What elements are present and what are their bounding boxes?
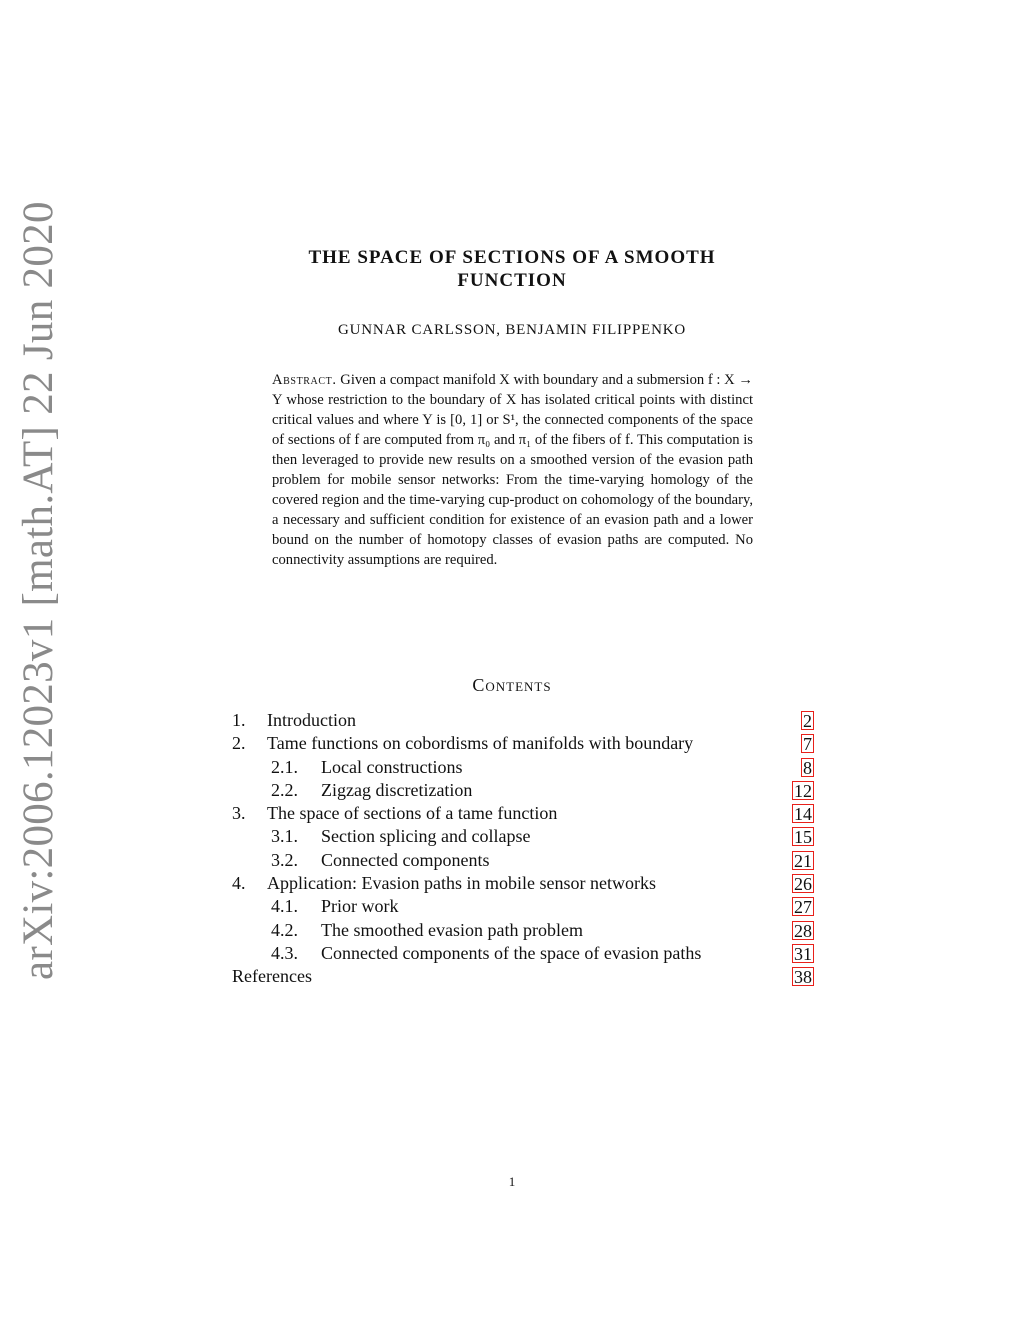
toc-page-link[interactable]: 7 bbox=[803, 734, 812, 755]
toc-page-link[interactable]: 8 bbox=[803, 757, 812, 778]
toc-page-link[interactable]: 31 bbox=[794, 943, 812, 964]
toc-entry-number: 3. bbox=[232, 803, 246, 824]
toc-entry-number: 4.3. bbox=[271, 942, 298, 963]
page-number: 1 bbox=[508, 1174, 516, 1189]
toc-entry[interactable] bbox=[232, 895, 816, 918]
toc-entry-number: 4. bbox=[232, 873, 246, 894]
toc-page-link[interactable]: 21 bbox=[794, 850, 812, 871]
toc-entry-title: Tame functions on cobordisms of manifolds with boundary bbox=[267, 733, 694, 754]
toc-entry-number: 1. bbox=[232, 710, 246, 730]
author-list: GUNNAR CARLSSON, BENJAMIN FILIPPENKO bbox=[338, 322, 686, 338]
toc-page-link[interactable]: 12 bbox=[794, 780, 812, 801]
toc-entry-title: Connected components bbox=[321, 849, 490, 870]
abstract bbox=[272, 370, 753, 570]
abstract-body: Given a compact manifold X with boundary and a submersion f : X → Y whose restriction to the boundary of X has isolated critical points with distinct critical values and where Y is [0, 1] or S¹, the connected components of the space of sections of f are computed from π₀ and π₁ of the fibers of f. This computation is then leveraged to provide new results on a smoothed version of the evasion path problem for mobile sensor networks: From the time-varying homology of the covered region and the time-varying cup-product on cohomology of the boundary, a necessary and sufficient condition for existence of an evasion path and a lower bound on the number of homotopy classes of evasion paths are computed. No connectivity assumptions are required. bbox=[272, 372, 753, 568]
toc-entry[interactable] bbox=[232, 965, 816, 988]
toc-entry-number: 2. bbox=[232, 733, 246, 754]
title-line-2: FUNCTION bbox=[457, 270, 567, 291]
toc-entry-title: Zigzag discretization bbox=[321, 779, 473, 800]
toc-entry-title: References bbox=[232, 966, 312, 987]
toc-entry-title: Section splicing and collapse bbox=[321, 826, 531, 847]
toc-entry[interactable] bbox=[232, 802, 816, 825]
toc-entry[interactable] bbox=[232, 849, 816, 872]
toc-entry[interactable] bbox=[232, 872, 816, 895]
toc-entry-title: Introduction bbox=[267, 710, 356, 730]
toc-page-link[interactable]: 27 bbox=[794, 897, 812, 918]
toc-page-link[interactable]: 14 bbox=[794, 804, 812, 825]
toc-entry[interactable] bbox=[232, 756, 816, 779]
title-line-1: THE SPACE OF SECTIONS OF A SMOOTH bbox=[308, 247, 716, 268]
toc-entry[interactable] bbox=[232, 919, 816, 942]
toc-entry-title: Local constructions bbox=[321, 756, 463, 777]
arxiv-identifier-stamp: arXiv:2006.12023v1 [math.AT] 22 Jun 2020 bbox=[15, 201, 62, 980]
toc-page-link[interactable]: 2 bbox=[803, 711, 812, 731]
toc-page-link[interactable]: 38 bbox=[794, 967, 812, 988]
toc-page-link[interactable]: 15 bbox=[794, 827, 812, 848]
toc-entry-title: Application: Evasion paths in mobile sensor networks bbox=[267, 873, 656, 894]
abstract-heading: Abstract. bbox=[272, 372, 337, 388]
toc-entry-title: The space of sections of a tame function bbox=[267, 803, 558, 824]
toc-page-link[interactable]: 26 bbox=[794, 874, 812, 895]
toc-entry-title: Connected components of the space of evasion paths bbox=[321, 942, 702, 963]
toc-entry[interactable] bbox=[232, 942, 816, 965]
toc-entry-title: Prior work bbox=[321, 896, 399, 917]
toc-page-link[interactable]: 28 bbox=[794, 920, 812, 941]
contents-heading: Contents bbox=[472, 675, 552, 695]
toc-entry[interactable] bbox=[232, 779, 816, 802]
toc-entry-number: 3.1. bbox=[271, 826, 298, 847]
toc-entry-number: 2.1. bbox=[271, 756, 298, 777]
table-of-contents bbox=[232, 709, 816, 989]
paper-title bbox=[212, 246, 812, 292]
toc-entry-number: 2.2. bbox=[271, 779, 298, 800]
toc-entry[interactable] bbox=[232, 709, 816, 732]
toc-entry[interactable] bbox=[232, 825, 816, 848]
toc-entry-title: The smoothed evasion path problem bbox=[321, 919, 583, 940]
toc-entry-number: 3.2. bbox=[271, 849, 298, 870]
toc-entry-number: 4.2. bbox=[271, 919, 298, 940]
toc-entry-number: 4.1. bbox=[271, 896, 298, 917]
toc-entry[interactable] bbox=[232, 732, 816, 755]
